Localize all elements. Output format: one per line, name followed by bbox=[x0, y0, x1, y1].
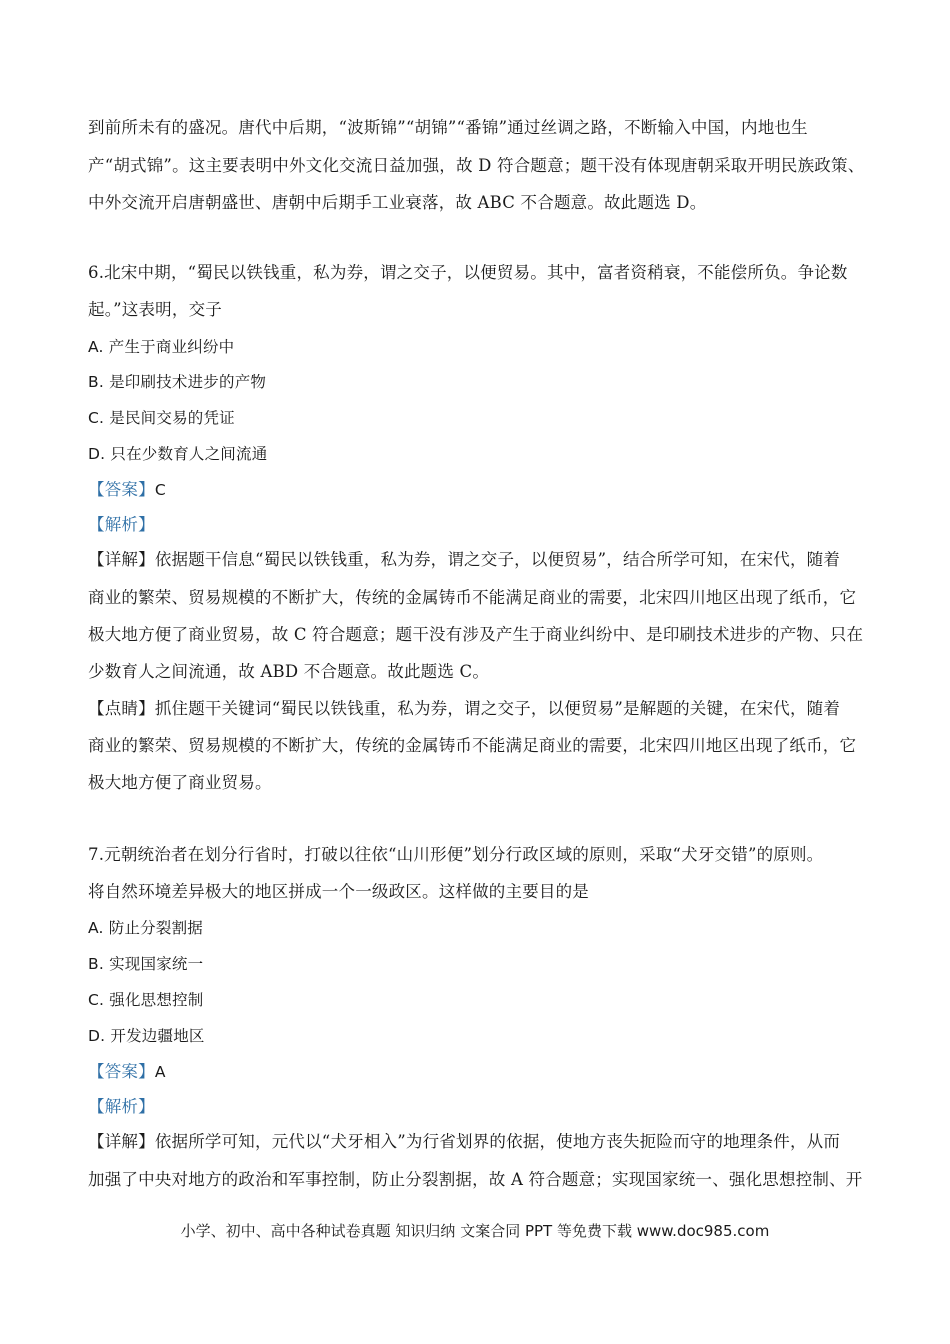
q6-detail-tag: 【详解】 bbox=[88, 550, 155, 569]
q7-answer-value: A bbox=[154, 1063, 166, 1081]
q6-detail-text: 依据题干信息“蜀民以铁钱重，私为券，谓之交子，以便贸易”，结合所学可知，在宋代，随着 bbox=[154, 550, 841, 569]
q6-option-d: D. 只在少数育人之间流通 bbox=[88, 445, 268, 463]
q6-point-line-1 bbox=[88, 699, 840, 719]
q6-answer-row bbox=[88, 480, 166, 500]
q7-detail-text: 依据所学可知，元代以“犬牙相入”为行省划界的依据，使地方丧失扼险而守的地理条件，从而 bbox=[154, 1132, 841, 1151]
q6-point-line-2: 商业的繁荣、贸易规模的不断扩大，传统的金属铸币不能满足商业的需要，北宋四川地区出现了纸币，它 bbox=[88, 736, 857, 755]
q6-stem-line-1: 6.北宋中期，“蜀民以铁钱重，私为券，谓之交子，以便贸易。其中，富者资稍衰，不能偿所负。争论数 bbox=[88, 263, 848, 282]
q6-detail-line-3: 极大地方便了商业贸易，故 C 符合题意；题干没有涉及产生于商业纠纷中、是印刷技术进步的产物、只在 bbox=[88, 625, 864, 644]
page-footer: 小学、初中、高中各种试卷真题 知识归纳 文案合同 PPT 等免费下载 www.doc985.com bbox=[180, 1222, 770, 1240]
q7-detail-line-2: 加强了中央对地方的政治和军事控制，防止分裂割据，故 A 符合题意；实现国家统一、强化思想控制、开 bbox=[88, 1170, 863, 1189]
q6-point-text: 抓住题干关键词“蜀民以铁钱重，私为券，谓之交子，以便贸易”是解题的关键，在宋代，随着 bbox=[154, 699, 841, 718]
q6-analysis-tag: 【解析】 bbox=[88, 515, 155, 534]
q7-analysis-tag: 【解析】 bbox=[88, 1097, 155, 1116]
q7-option-d: D. 开发边疆地区 bbox=[88, 1027, 205, 1045]
q6-detail-line-2: 商业的繁荣、贸易规模的不断扩大，传统的金属铸币不能满足商业的需要，北宋四川地区出现了纸币，它 bbox=[88, 588, 857, 607]
q6-answer-value: C bbox=[154, 481, 166, 499]
q7-option-c: C. 强化思想控制 bbox=[88, 991, 204, 1009]
q6-option-b: B. 是印刷技术进步的产物 bbox=[88, 373, 267, 391]
prev-analysis-line-2: 产“胡式锦”。这主要表明中外文化交流日益加强，故 D 符合题意；题干没有体现唐朝采取开明民族政策、 bbox=[88, 156, 865, 175]
prev-analysis-line-1: 到前所未有的盛况。唐代中后期，“波斯锦”“胡锦”“番锦”通过丝调之路，不断输入中国，内地也生 bbox=[88, 118, 808, 137]
q6-option-c: C. 是民间交易的凭证 bbox=[88, 409, 235, 427]
q6-stem-line-2: 起。”这表明，交子 bbox=[88, 300, 222, 319]
q7-answer-tag: 【答案】 bbox=[88, 1062, 155, 1081]
prev-analysis-line-3: 中外交流开启唐朝盛世、唐朝中后期手工业衰落，故 ABC 不合题意。故此题选 D。 bbox=[88, 193, 707, 212]
q7-option-a: A. 防止分裂割据 bbox=[88, 919, 203, 937]
q7-detail-line-1 bbox=[88, 1132, 840, 1152]
q7-stem-line-2: 将自然环境差异极大的地区拼成一个一级政区。这样做的主要目的是 bbox=[88, 882, 589, 901]
q7-detail-tag: 【详解】 bbox=[88, 1132, 155, 1151]
q6-point-line-3: 极大地方便了商业贸易。 bbox=[88, 773, 272, 792]
q6-point-tag: 【点睛】 bbox=[88, 699, 155, 718]
q6-detail-line-1 bbox=[88, 550, 840, 570]
q6-detail-line-4: 少数育人之间流通，故 ABD 不合题意。故此题选 C。 bbox=[88, 662, 490, 681]
q7-stem-line-1: 7.元朝统治者在划分行省时，打破以往依“山川形便”划分行政区域的原则，采取“犬牙交错”的原则。 bbox=[88, 845, 824, 864]
q7-option-b: B. 实现国家统一 bbox=[88, 955, 204, 973]
q7-answer-row bbox=[88, 1062, 166, 1082]
q6-option-a: A. 产生于商业纠纷中 bbox=[88, 338, 235, 356]
q6-answer-tag: 【答案】 bbox=[88, 480, 155, 499]
